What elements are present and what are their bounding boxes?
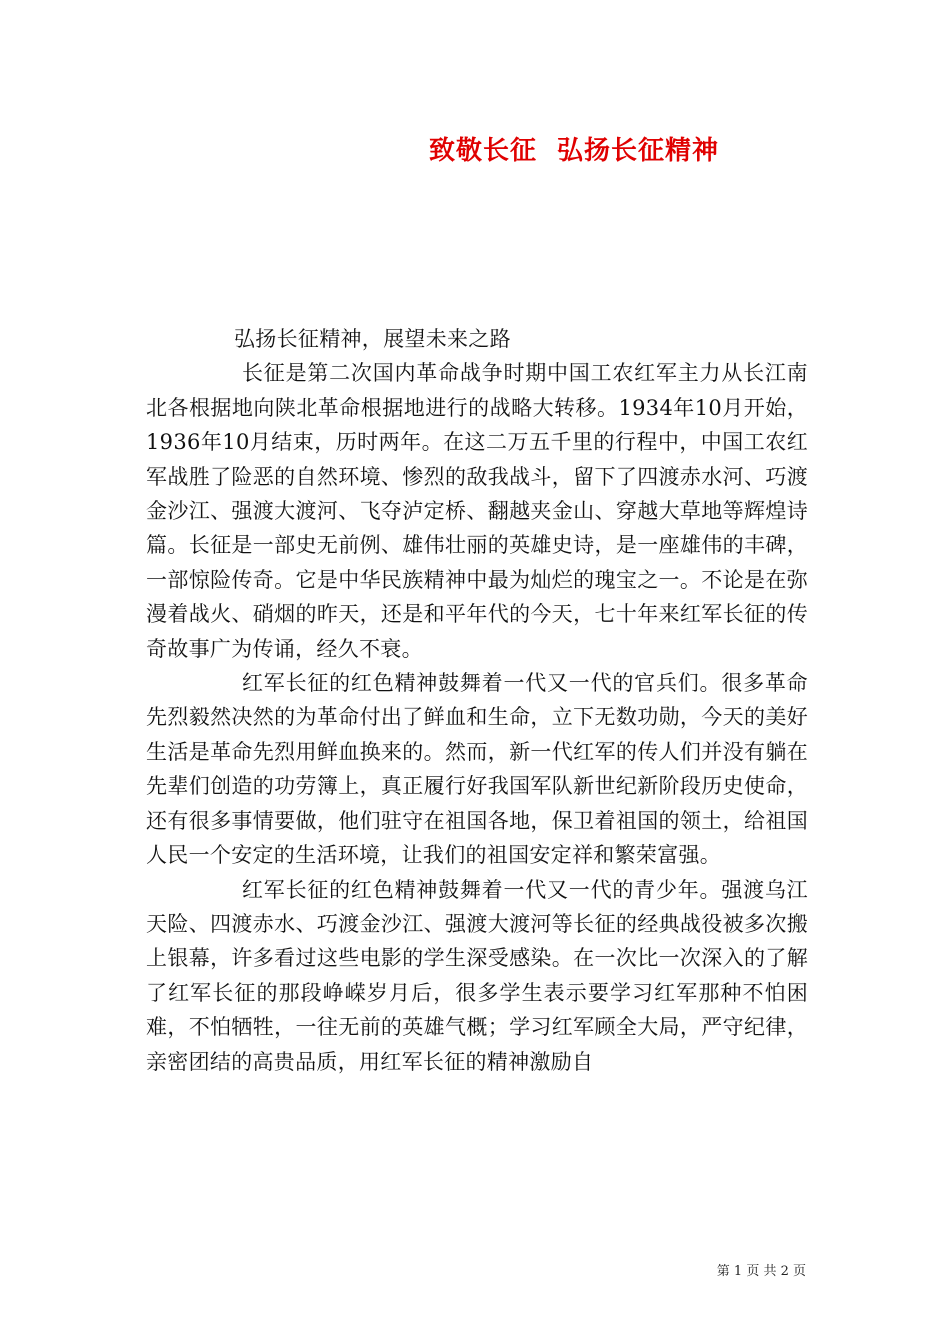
document-body <box>146 322 808 1079</box>
document-subtitle: 弘扬长征精神，展望未来之路 <box>234 327 511 351</box>
body-paragraph-3: 红军长征的红色精神鼓舞着一代又一代的青少年。强渡乌江天险、四渡赤水、巧渡金沙江、强渡大渡河等长征的经典战役被多次搬上银幕，许多看过这些电影的学生深受感染。在一次比一次深入的了解了红军长征的那段峥嵘岁月后，很多学生表示要学习红军那种不怕困难，不怕牺牲，一往无前的英雄气概；学习红军顾全大局，严守纪律，亲密团结的高贵品质，用红军长征的精神激励自 <box>146 877 808 1074</box>
body-paragraph-1: 长征是第二次国内革命战争时期中国工农红军主力从长江南北各根据地向陕北革命根据地进行的战略大转移。1934年10月开始，1936年10月结束，历时两年。在这二万五千里的行程中，中国工农红军战胜了险恶的自然环境、惨烈的敌我战斗，留下了四渡赤水河、巧渡金沙江、强渡大渡河、飞夺泸定桥、翻越夹金山、穿越大草地等辉煌诗篇。长征是一部史无前例、雄伟壮丽的英雄史诗，是一座雄伟的丰碑，一部惊险传奇。它是中华民族精神中最为灿烂的瑰宝之一。不论是在弥漫着战火、硝烟的昨天，还是和平年代的今天，七十年来红军长征的传奇故事广为传诵，经久不衰。 <box>146 361 808 661</box>
body-paragraph-2: 红军长征的红色精神鼓舞着一代又一代的官兵们。很多革命先烈毅然决然的为革命付出了鲜血和生命，立下无数功勋，今天的美好生活是革命先烈用鲜血换来的。然而，新一代红军的传人们并没有躺在先辈们创造的功劳簿上，真正履行好我国军队新世纪新阶段历史使命，还有很多事情要做，他们驻守在祖国各地，保卫着祖国的领土，给祖国人民一个安定的生活环境，让我们的祖国安定祥和繁荣富强。 <box>146 671 808 868</box>
page-number-footer: 第 1 页 共 2 页 <box>716 1264 806 1279</box>
document-title: 致敬长征 弘扬长征精神 <box>428 136 720 166</box>
